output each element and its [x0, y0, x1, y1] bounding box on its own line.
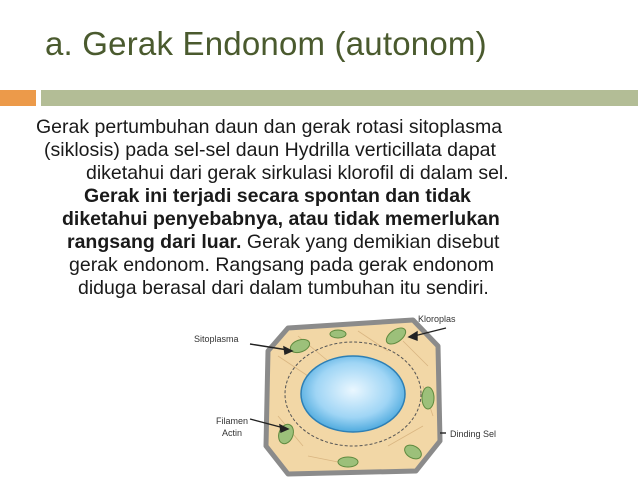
paragraph2-line3-rest: Gerak yang demikian disebut	[241, 231, 500, 253]
label-actin: Actin	[222, 428, 243, 438]
paragraph2-bold-line2: diketahui penyebabnya, atau tidak memerlukan	[62, 208, 500, 230]
paragraph2-line5: diduga berasal dari dalam tumbuhan itu sendiri.	[78, 277, 489, 299]
label-dinding-sel: Dinding Sel	[450, 429, 497, 439]
accent-bar-orange	[0, 90, 36, 106]
vacuole	[301, 356, 405, 432]
slide-title: a. Gerak Endonom (autonom)	[45, 25, 487, 62]
paragraph1-line3: diketahui dari gerak sirkulasi klorofil di dalam sel.	[86, 162, 509, 184]
label-filamen: Filamen	[216, 416, 249, 426]
accent-bar-olive	[41, 90, 638, 106]
paragraph2-bold-line1: Gerak ini terjadi secara spontan dan tidak	[84, 185, 471, 207]
paragraph2-bold-line3: rangsang dari luar.	[67, 231, 242, 253]
cell-diagram	[188, 306, 518, 478]
paragraph2-line4: gerak endonom. Rangsang pada gerak endonom	[69, 254, 494, 276]
paragraph1-line1: Gerak pertumbuhan daun dan gerak rotasi sitoplasma	[36, 116, 503, 138]
label-kloroplas: Kloroplas	[418, 314, 456, 324]
body-text	[36, 116, 626, 300]
label-sitoplasma: Sitoplasma	[194, 334, 239, 344]
paragraph2-line3	[36, 231, 626, 254]
paragraph1-line2: (siklosis) pada sel-sel daun Hydrilla verticillata dapat	[44, 139, 496, 161]
